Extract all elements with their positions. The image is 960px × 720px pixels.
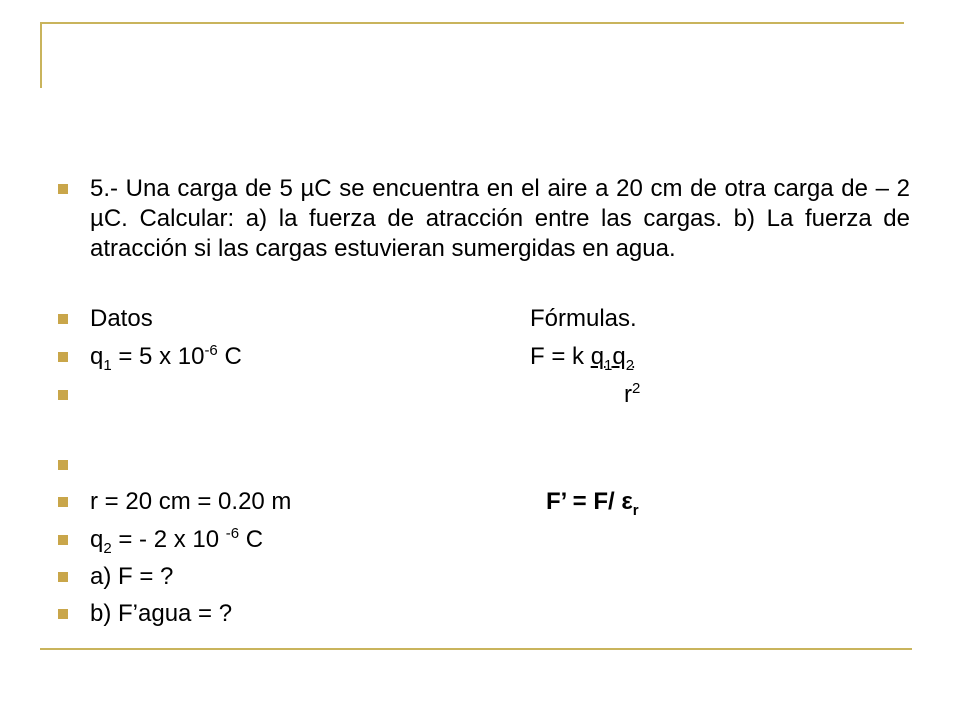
q1-value: $q_1 = 5$ x $10^{-6}$ C <box>90 342 242 374</box>
problem-statement: 5.- Una carga de 5 µC se encuentra en el aire a 20 cm de otra carga de – 2 µC. Calcular: a) la fuerza de atracción entre las cargas. b) La fuerza de atracción si las cargas estuvieran sumergidas en agua. <box>90 175 910 262</box>
dielectric-formula: F’ = F/ $\varepsilon_r$ <box>546 488 639 519</box>
formula-denominator: $r^2$ <box>624 380 641 408</box>
bullet-marker <box>58 460 68 470</box>
q2-value: $q_2$ = - 2 x 10 $^{-6}$ C <box>90 525 264 557</box>
question-b: b) F’agua = ? <box>90 600 233 627</box>
formula-numerator: $q_1q_2$ <box>590 343 635 374</box>
bullet-marker <box>58 497 68 507</box>
coulomb-formula: F = k $q_1q_2$ <box>530 343 635 374</box>
formulas-label: Fórmulas. <box>530 305 637 332</box>
datos-label: Datos <box>90 305 153 332</box>
question-a: a) F = ? <box>90 563 174 590</box>
r-value: r = 20 cm = 0.20 m <box>90 488 292 515</box>
bullet-marker <box>58 390 68 400</box>
bullet-marker <box>58 352 68 362</box>
bullet-marker <box>58 572 68 582</box>
bullet-marker <box>58 184 68 194</box>
bullet-marker <box>58 609 68 619</box>
bullet-marker <box>58 314 68 324</box>
bullet-marker <box>58 535 68 545</box>
